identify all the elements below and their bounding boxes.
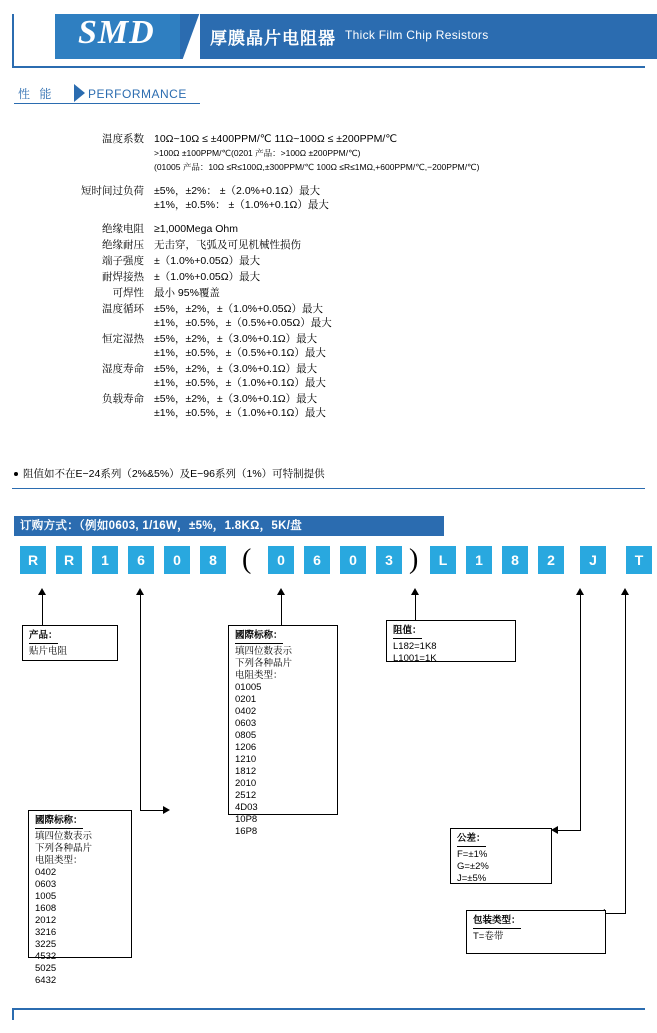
spec-row-value: [154, 392, 640, 420]
code-box: 6: [128, 546, 154, 574]
spec-row-value: [154, 254, 640, 268]
spec-row-value: [154, 362, 640, 390]
note-divider: [12, 488, 645, 489]
section-heading: [14, 84, 214, 104]
ordering-bar-label: 订购方式：（例如0603, 1/16W，±5%，1.8KΩ，5K/盘: [20, 520, 302, 532]
spec-row-label: 端子强度: [102, 255, 144, 267]
callout-line: G=±2%: [457, 861, 489, 872]
header-slash-icon: [182, 12, 200, 61]
note-line: [14, 466, 325, 481]
spec-value-line: (01005 产品：10Ω ≤R≤100Ω,±300PPM/℃ 100Ω ≤R≤1MΩ,+600PPM/℃,−200PPM/℃): [154, 162, 480, 172]
callout-line: 01005: [235, 682, 262, 693]
spec-row-label: 负载寿命: [102, 393, 144, 405]
code-box: T: [626, 546, 652, 574]
spec-value-line: ±5%，±2%，±（3.0%+0.1Ω）最大: [154, 363, 318, 375]
spec-value-line: 10Ω~10Ω ≤ ±400PPM/℃ 11Ω~100Ω ≤ ±200PPM/℃: [154, 133, 398, 145]
spec-value-line: ±5%，±2%，±（3.0%+0.1Ω）最大: [154, 393, 318, 405]
code-box: 8: [200, 546, 226, 574]
spec-row-label: 绝缘耐压: [102, 239, 144, 251]
callout-line: 下列各种晶片: [35, 843, 93, 854]
callout-line: 电阻类型：: [235, 670, 283, 681]
spec-row-value: [154, 286, 640, 300]
spec-row: [60, 286, 640, 300]
spec-row-label: 可焊性: [112, 287, 144, 299]
header-bottom-rule: [12, 66, 645, 68]
callout-line: 4D03: [235, 802, 258, 813]
callout-line: 2512: [235, 790, 257, 801]
spec-row-label: 温度系数: [102, 133, 144, 145]
spec-row-value: [154, 302, 640, 330]
header-subtitle-cn: 厚膜晶片电阻器: [210, 29, 336, 48]
code-box: 3: [376, 546, 402, 574]
callout-line: 6432: [35, 975, 57, 986]
callout-line: 1210: [235, 754, 257, 765]
callout-tolerance: [450, 828, 552, 884]
code-box: 2: [538, 546, 564, 574]
spec-row: [60, 222, 640, 236]
callout-title: 國際标称：: [35, 815, 83, 829]
code-box: 0: [340, 546, 366, 574]
header-left-rule: [12, 14, 14, 68]
callout-line: 1608: [35, 903, 57, 914]
callout-line: 10P8: [235, 814, 258, 825]
spec-row-value: [154, 270, 640, 284]
spec-row: [60, 132, 640, 174]
callout-line: F=±1%: [457, 849, 488, 860]
spec-row: [60, 302, 640, 330]
callout-line: 电阻类型：: [35, 855, 83, 866]
callout-line: 0805: [235, 730, 257, 741]
spec-value-line: ±5%，±2%，±（1.0%+0.05Ω）最大: [154, 303, 323, 315]
callout-line: 0402: [35, 867, 57, 878]
callout-line: 5025: [35, 963, 57, 974]
callout-product: [22, 625, 118, 661]
spec-row-value: [154, 238, 640, 252]
callout-line: T=卷带: [473, 931, 504, 942]
spec-value-line: ±5%，±2%，±（3.0%+0.1Ω）最大: [154, 333, 318, 345]
page-header: [0, 0, 657, 72]
spec-value-line: ±1%，±0.5%，±（1.0%+0.1Ω）最大: [154, 377, 326, 389]
footer-rule-left: [12, 1008, 14, 1020]
callout-title: 阻值：: [393, 625, 422, 639]
spec-row: [60, 254, 640, 268]
callout-line: L182=1K8: [393, 641, 437, 652]
spec-value-line: ±1%，±0.5%，±（0.5%+0.1Ω）最大: [154, 347, 326, 359]
spec-gap: [60, 214, 640, 222]
callout-line: 3216: [35, 927, 57, 938]
code-box: J: [580, 546, 606, 574]
callout-packing-type: [466, 910, 606, 954]
code-box: 0: [164, 546, 190, 574]
callout-international-code-top: [228, 625, 338, 837]
spec-row: [60, 332, 640, 360]
callout-line: 1005: [35, 891, 57, 902]
callout-line: 0603: [35, 879, 57, 890]
spec-value-line: 无击穿，飞弧及可见机械性损伤: [154, 239, 301, 251]
paren-close: ): [409, 544, 419, 575]
code-box: R: [56, 546, 82, 574]
code-box: L: [430, 546, 456, 574]
spec-row-value: [154, 184, 640, 212]
page-title: SMD: [78, 14, 155, 51]
ordering-bar: [14, 516, 444, 536]
spec-row-value: [154, 222, 640, 236]
spec-row-label: 绝缘电阻: [102, 223, 144, 235]
spec-row-label: 耐焊接热: [102, 271, 144, 283]
callout-line: 1206: [235, 742, 257, 753]
callout-line: 填四位数表示: [235, 646, 293, 657]
spec-value-line: ±（1.0%+0.05Ω）最大: [154, 255, 261, 267]
callout-product-line: 贴片电阻: [29, 646, 68, 657]
callout-title: 國際标称：: [235, 630, 283, 644]
spec-row-label: 湿度寿命: [102, 363, 144, 375]
spec-value-line: ±1%，±0.5%： ±（1.0%+0.1Ω）最大: [154, 199, 329, 211]
note-text: 阻值如不在E−24系列（2%&5%）及E−96系列（1%）可特制提供: [23, 468, 325, 480]
callout-line: 0603: [235, 718, 257, 729]
callout-line: 0201: [235, 694, 257, 705]
header-subtitle-en: Thick Film Chip Resistors: [345, 28, 489, 42]
spec-value-line: ±1%，±0.5%，±（0.5%+0.05Ω）最大: [154, 317, 332, 329]
callout-line: 1812: [235, 766, 257, 777]
callout-title: 包装类型：: [473, 915, 521, 929]
code-box: 1: [92, 546, 118, 574]
spec-row-value: [154, 132, 640, 174]
code-box: 1: [466, 546, 492, 574]
callout-international-code-bottom: [28, 810, 132, 986]
spec-value-line: ±5%，±2%： ±（2.0%+0.1Ω）最大: [154, 185, 321, 197]
callout-line: 3225: [35, 939, 57, 950]
footer-rule: [12, 1008, 645, 1010]
section-title-cn: 性 能: [18, 87, 55, 101]
spec-row-label: 温度循环: [102, 303, 144, 315]
bullet-icon: [14, 472, 18, 476]
spec-row: [60, 362, 640, 390]
section-underline: [14, 103, 200, 104]
section-title-en: PERFORMANCE: [88, 87, 187, 101]
code-box: R: [20, 546, 46, 574]
spec-value-line: ±1%，±0.5%，±（1.0%+0.1Ω）最大: [154, 407, 326, 419]
callout-line: 16P8: [235, 826, 258, 837]
callout-product-title: 产品：: [29, 630, 58, 644]
spec-row: [60, 184, 640, 212]
callout-line: 2010: [235, 778, 257, 789]
callout-title: 公差：: [457, 833, 486, 847]
callout-line: 0402: [235, 706, 257, 717]
part-number-code-row: [10, 546, 650, 576]
callout-line: 4532: [35, 951, 57, 962]
code-box: 8: [502, 546, 528, 574]
spec-row-label: 短时间过负荷: [81, 185, 144, 197]
callout-resistance-value: [386, 620, 516, 662]
spec-value-line: >100Ω ±100PPM/℃(0201 产品：>100Ω ±200PPM/℃): [154, 148, 361, 158]
code-box: 0: [268, 546, 294, 574]
spec-value-line: ±（1.0%+0.05Ω）最大: [154, 271, 261, 283]
spec-gap: [60, 176, 640, 184]
callout-line: 2012: [35, 915, 57, 926]
triangle-icon: [74, 84, 85, 102]
specifications-table: [60, 132, 640, 422]
code-box: 6: [304, 546, 330, 574]
spec-row-label: 恒定湿热: [102, 333, 144, 345]
spec-row: [60, 392, 640, 420]
callout-line: J=±5%: [457, 873, 487, 884]
paren-open: (: [242, 544, 252, 575]
spec-row: [60, 238, 640, 252]
spec-value-line: ≥1,000Mega Ohm: [154, 223, 238, 235]
callout-line: L1001=1K: [393, 653, 437, 664]
callout-line: 填四位数表示: [35, 831, 93, 842]
spec-value-line: 最小 95%覆盖: [154, 287, 220, 299]
spec-row: [60, 270, 640, 284]
spec-row-value: [154, 332, 640, 360]
callout-line: 下列各种晶片: [235, 658, 293, 669]
